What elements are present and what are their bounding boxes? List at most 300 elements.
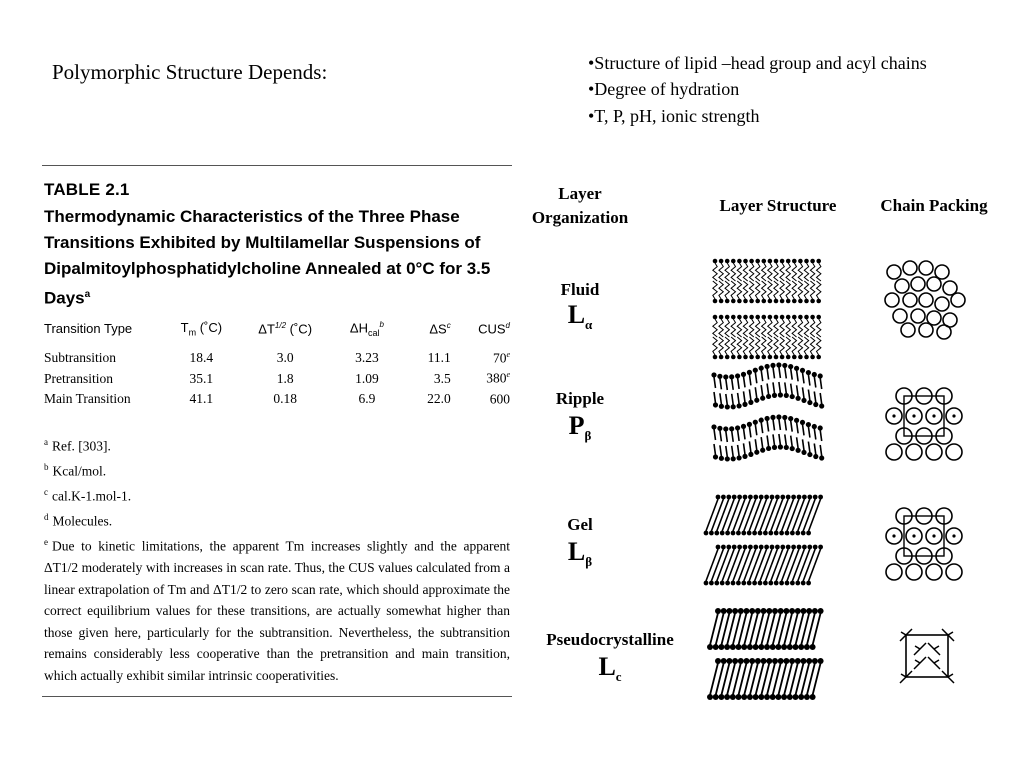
lipid-tail bbox=[782, 499, 788, 515]
lipid-head bbox=[715, 608, 721, 614]
lipid-head bbox=[735, 425, 740, 430]
lipid-head bbox=[806, 370, 811, 375]
lipid-head bbox=[731, 355, 736, 360]
lipid-head bbox=[707, 694, 713, 700]
lipid-head bbox=[732, 608, 738, 614]
footnote-mark: e bbox=[44, 537, 48, 547]
lipid-head bbox=[819, 403, 824, 408]
lipid-tail bbox=[804, 319, 808, 337]
lipid-tail bbox=[719, 319, 723, 337]
table-header-row bbox=[44, 320, 510, 348]
lipid-tail bbox=[749, 337, 753, 355]
lipid-tail bbox=[774, 337, 778, 355]
lipid-head bbox=[713, 644, 719, 650]
lipid-tail bbox=[731, 337, 735, 355]
lipid-head bbox=[790, 394, 795, 399]
caption-footnote-mark: a bbox=[84, 289, 91, 300]
lipid-head bbox=[801, 531, 806, 536]
lipid-head bbox=[804, 299, 809, 304]
lipid-tail bbox=[749, 565, 755, 581]
lipid-tail bbox=[756, 319, 760, 337]
lipid-tail bbox=[720, 378, 722, 389]
lipid-head bbox=[719, 404, 724, 409]
lipid-head bbox=[813, 545, 818, 550]
lipid-head bbox=[742, 402, 747, 407]
footnote-text: Molecules. bbox=[52, 513, 113, 529]
lipid-head bbox=[747, 531, 752, 536]
lipid-head bbox=[798, 355, 803, 360]
table-figure bbox=[42, 160, 512, 705]
lipid-head bbox=[818, 545, 823, 550]
lipid-head bbox=[780, 355, 785, 360]
lipid-head bbox=[707, 644, 713, 650]
lipid-tail bbox=[734, 499, 740, 515]
lipid-tail bbox=[732, 379, 734, 390]
lipid-head bbox=[798, 694, 804, 700]
lipid-tail bbox=[809, 549, 815, 565]
header-ds-symbol: ΔS bbox=[429, 321, 447, 337]
footnote-text: Due to kinetic limitations, the apparent Tm increases slightly and the apparent ΔT1/2 moderately with increases in scan rate. Thus, the CUS values calculated from a linear extrapolation of Tm and ΔT1/2 to zero scan rate, which should approximate the correct equilibrium values for these transitions, are actually somewhat higher than those given here, particularly for the subtransition. Nevertheless, the subtransition remains considerably less cooperative than the pretransition and main transition, which actually exhibit similar intrinsic cooperativities. bbox=[44, 538, 510, 683]
lipid-head bbox=[770, 545, 775, 550]
lipid-head bbox=[725, 456, 730, 461]
lipid-tail bbox=[743, 319, 747, 337]
lipid-tail bbox=[737, 319, 741, 337]
lipid-head bbox=[724, 694, 730, 700]
lipid-tail bbox=[785, 434, 787, 445]
lipid-head bbox=[816, 259, 821, 264]
table-footnotes bbox=[44, 432, 510, 686]
lipid-tail bbox=[810, 337, 814, 355]
lipid-head bbox=[816, 315, 821, 320]
lipid-head bbox=[765, 416, 770, 421]
lipid-head bbox=[737, 259, 742, 264]
lipid-tail bbox=[738, 565, 744, 581]
lipid-tail bbox=[744, 428, 746, 439]
footnote-text: cal.K-1.mol-1. bbox=[52, 488, 132, 504]
lipid-head bbox=[772, 393, 777, 398]
lipid-head bbox=[787, 694, 793, 700]
cell-type: Main Transition bbox=[44, 391, 131, 407]
chain-center-dot bbox=[912, 534, 915, 537]
lipid-tail bbox=[744, 391, 746, 402]
lipid-head bbox=[752, 581, 757, 586]
lipid-tail bbox=[803, 387, 805, 398]
lipid-tail bbox=[779, 434, 781, 445]
lipid-head bbox=[775, 694, 781, 700]
lipid-head bbox=[713, 259, 718, 264]
chain-orientation-mark bbox=[934, 646, 939, 649]
lipid-tail bbox=[797, 422, 799, 433]
header-dh-symbol: ΔH bbox=[349, 320, 368, 336]
lipid-head bbox=[723, 426, 728, 431]
footnote-mark: c bbox=[44, 487, 48, 497]
lipid-tail bbox=[820, 430, 822, 441]
cell-cus bbox=[451, 368, 510, 389]
cell-cus-mark: e bbox=[506, 370, 510, 380]
lipid-head bbox=[749, 355, 754, 360]
phase-symbol-subscript: c bbox=[615, 669, 622, 685]
lipid-tail bbox=[732, 431, 734, 442]
phase-symbol-letter: L bbox=[598, 652, 616, 681]
lipid-head bbox=[743, 495, 748, 500]
lipid-tail bbox=[749, 319, 753, 337]
lipid-head bbox=[816, 299, 821, 304]
lipid-head bbox=[764, 644, 770, 650]
lipid-head bbox=[780, 259, 785, 264]
chain-orientation-mark bbox=[915, 646, 920, 649]
lipid-head bbox=[755, 299, 760, 304]
lipid-head bbox=[783, 658, 789, 664]
lipid-tail bbox=[711, 565, 717, 581]
lipid-head bbox=[806, 581, 811, 586]
phase-name-pseudocrystalline: Pseudocrystalline bbox=[546, 630, 674, 649]
lipid-tail bbox=[743, 337, 747, 355]
lipid-tail bbox=[792, 263, 796, 281]
header-ds-mark: c bbox=[446, 321, 451, 331]
phase-symbol-letter: L bbox=[567, 300, 586, 329]
lipid-head bbox=[778, 608, 784, 614]
lipid-tail bbox=[755, 549, 761, 565]
chain-cross-section bbox=[906, 444, 922, 460]
phase-symbol-ripple bbox=[495, 411, 665, 444]
lipid-head bbox=[781, 644, 787, 650]
lipid-tail bbox=[768, 319, 772, 337]
lipid-head bbox=[798, 315, 803, 320]
lipid-tail bbox=[756, 263, 760, 281]
lipid-tail bbox=[785, 419, 787, 430]
lipid-head bbox=[737, 355, 742, 360]
lipid-head bbox=[801, 658, 807, 664]
lipid-tail bbox=[771, 499, 777, 515]
lipid-head bbox=[800, 420, 805, 425]
lipid-tail bbox=[722, 515, 728, 531]
lipid-tail bbox=[706, 565, 712, 581]
lipid-head bbox=[763, 581, 768, 586]
header-dt-superscript: 1/2 bbox=[274, 321, 287, 331]
cell-tm: 41.1 bbox=[189, 391, 214, 407]
chain-center-dot bbox=[892, 534, 895, 537]
lipid-head bbox=[742, 454, 747, 459]
cell-delta-s: 11.1 bbox=[427, 350, 451, 366]
lipid-tail bbox=[744, 499, 750, 515]
lipid-tail bbox=[713, 319, 717, 337]
chain-cross-section bbox=[886, 444, 902, 460]
header-delta-h bbox=[332, 320, 401, 348]
lipid-head bbox=[731, 315, 736, 320]
lipid-head bbox=[786, 259, 791, 264]
lipid-head bbox=[794, 418, 799, 423]
lipid-tail bbox=[817, 281, 821, 299]
bullet-item: •T, P, pH, ionic strength bbox=[588, 106, 760, 126]
chain-cross-section bbox=[911, 309, 925, 323]
lipid-tail bbox=[782, 549, 788, 565]
chain-cross-section bbox=[919, 261, 933, 275]
lipid-tail bbox=[712, 499, 718, 515]
lipid-head bbox=[778, 658, 784, 664]
lipid-tail bbox=[803, 439, 805, 450]
lipid-head bbox=[755, 608, 761, 614]
chain-cross-section bbox=[946, 564, 962, 580]
lipid-tail bbox=[798, 565, 804, 581]
lipid-head bbox=[755, 355, 760, 360]
lipid-tail bbox=[725, 337, 729, 355]
lipid-head bbox=[729, 426, 734, 431]
lipid-head bbox=[749, 315, 754, 320]
lipid-head bbox=[768, 581, 773, 586]
lipid-tail bbox=[755, 387, 757, 398]
lipid-head bbox=[766, 608, 772, 614]
lipid-head bbox=[791, 545, 796, 550]
lipid-head bbox=[774, 355, 779, 360]
lipid-head bbox=[784, 393, 789, 398]
phase-symbol-fluid bbox=[495, 300, 665, 333]
phase-diagram bbox=[530, 170, 1020, 710]
lipid-tail bbox=[817, 263, 821, 281]
lipid-head bbox=[797, 495, 802, 500]
lipid-tail bbox=[808, 375, 810, 386]
lipid-tail bbox=[768, 281, 772, 299]
lipid-head bbox=[736, 694, 742, 700]
lipid-tail bbox=[749, 374, 751, 385]
lipid-head bbox=[790, 531, 795, 536]
footnote bbox=[44, 457, 510, 482]
bottom-rule bbox=[42, 696, 512, 697]
lipid-head bbox=[807, 400, 812, 405]
lipid-tail bbox=[779, 367, 781, 378]
lipid-tail bbox=[791, 384, 793, 395]
lipid-head bbox=[818, 608, 824, 614]
lipid-head bbox=[804, 259, 809, 264]
lipid-head bbox=[760, 448, 765, 453]
lipid-tail bbox=[773, 434, 775, 445]
bullet-list bbox=[588, 50, 988, 130]
lipid-head bbox=[795, 531, 800, 536]
lipid-head bbox=[770, 495, 775, 500]
chain-cross-section bbox=[901, 323, 915, 337]
lipid-head bbox=[759, 366, 764, 371]
lipid-tail bbox=[774, 263, 778, 281]
lipid-tail bbox=[738, 393, 740, 404]
lipid-head bbox=[721, 495, 726, 500]
lipid-head bbox=[747, 644, 753, 650]
lipid-tail bbox=[713, 337, 717, 355]
lipid-head bbox=[738, 608, 744, 614]
lipid-tail bbox=[728, 515, 734, 531]
lipid-head bbox=[766, 446, 771, 451]
lipid-head bbox=[732, 545, 737, 550]
lipid-tail bbox=[749, 263, 753, 281]
lipid-head bbox=[714, 581, 719, 586]
lipid-tail bbox=[780, 281, 784, 299]
lipid-head bbox=[778, 392, 783, 397]
lipid-head bbox=[753, 545, 758, 550]
header-tm-unit: (˚C) bbox=[196, 320, 223, 336]
lipid-head bbox=[719, 259, 724, 264]
lipid-head bbox=[801, 608, 807, 614]
chain-cross-section bbox=[919, 293, 933, 307]
lipid-tail bbox=[761, 385, 763, 396]
lipid-head bbox=[744, 608, 750, 614]
lipid-tail bbox=[803, 372, 805, 383]
lipid-head bbox=[721, 545, 726, 550]
lipid-tail bbox=[749, 389, 751, 400]
lipid-tail bbox=[820, 445, 822, 456]
lipid-head bbox=[743, 299, 748, 304]
lipid-tail bbox=[791, 369, 793, 380]
lipid-tail bbox=[767, 383, 769, 394]
lipid-tail bbox=[743, 263, 747, 281]
lipid-head bbox=[737, 495, 742, 500]
phase-name-ripple: Ripple bbox=[555, 389, 605, 408]
lipid-head bbox=[798, 259, 803, 264]
lipid-tail bbox=[798, 499, 804, 515]
lipid-head bbox=[731, 456, 736, 461]
lipid-head bbox=[812, 608, 818, 614]
lipid-head bbox=[786, 545, 791, 550]
lipid-tail bbox=[803, 424, 805, 435]
bullet-item: •Degree of hydration bbox=[588, 79, 740, 99]
lipid-head bbox=[783, 608, 789, 614]
lipid-tail bbox=[809, 515, 815, 531]
lipid-head bbox=[721, 608, 727, 614]
lipid-tail bbox=[743, 281, 747, 299]
lipid-head bbox=[768, 531, 773, 536]
lipid-tail bbox=[755, 372, 757, 383]
lipid-head bbox=[798, 299, 803, 304]
chain-cross-section bbox=[919, 323, 933, 337]
lipid-head bbox=[770, 644, 776, 650]
chain-orientation-mark bbox=[948, 632, 953, 635]
lipid-head bbox=[748, 545, 753, 550]
lipid-tail bbox=[780, 263, 784, 281]
fluid-chain-packing-illustration bbox=[884, 260, 968, 336]
lipid-tail bbox=[798, 281, 802, 299]
lipid-tail bbox=[720, 445, 722, 456]
phase-symbol-subscript: β bbox=[584, 428, 592, 444]
lipid-tail bbox=[787, 565, 793, 581]
chain-cross-section bbox=[886, 564, 902, 580]
lipid-head bbox=[732, 658, 738, 664]
lipid-tail bbox=[786, 319, 790, 337]
lipid-head bbox=[753, 368, 758, 373]
header-layer-structure: Layer Structure bbox=[719, 196, 837, 215]
chain-center-dot bbox=[892, 414, 895, 417]
lipid-tail bbox=[797, 385, 799, 396]
lipid-head bbox=[753, 495, 758, 500]
lipid-head bbox=[725, 355, 730, 360]
lipid-tail bbox=[817, 337, 821, 355]
chain-cross-section bbox=[911, 277, 925, 291]
lipid-tail bbox=[719, 281, 723, 299]
chain-orientation-mark bbox=[915, 660, 920, 663]
lipid-head bbox=[759, 545, 764, 550]
cell-delta-t: 0.18 bbox=[273, 391, 297, 407]
lipid-head bbox=[743, 545, 748, 550]
lipid-tail bbox=[744, 515, 750, 531]
lipid-head bbox=[747, 581, 752, 586]
lipid-head bbox=[806, 658, 812, 664]
lipid-head bbox=[758, 644, 764, 650]
lipid-head bbox=[768, 259, 773, 264]
phase-name-fluid: Fluid bbox=[560, 280, 600, 299]
chain-orientation-mark bbox=[934, 660, 939, 663]
lipid-tail bbox=[767, 420, 769, 431]
lipid-tail bbox=[804, 263, 808, 281]
lipid-head bbox=[797, 545, 802, 550]
lipid-tail bbox=[733, 565, 739, 581]
chain-cross-section bbox=[927, 277, 941, 291]
lipid-head bbox=[794, 366, 799, 371]
lipid-tail bbox=[804, 549, 810, 565]
lipid-head bbox=[736, 581, 741, 586]
lipid-tail bbox=[756, 337, 760, 355]
lipid-tail bbox=[744, 376, 746, 387]
lipid-head bbox=[747, 694, 753, 700]
lipid-head bbox=[755, 259, 760, 264]
lipid-head bbox=[807, 452, 812, 457]
lipid-head bbox=[774, 315, 779, 320]
lipid-tail bbox=[744, 549, 750, 565]
lipid-tail bbox=[749, 426, 751, 437]
cell-delta-h: 6.9 bbox=[358, 391, 376, 407]
chain-cross-section bbox=[946, 444, 962, 460]
lipid-tail bbox=[750, 549, 756, 565]
lipid-head bbox=[741, 581, 746, 586]
lipid-tail bbox=[728, 499, 734, 515]
lipid-head bbox=[731, 531, 736, 536]
lipid-tail bbox=[728, 565, 734, 581]
lipid-head bbox=[736, 644, 742, 650]
lipid-head bbox=[810, 644, 816, 650]
lipid-head bbox=[810, 694, 816, 700]
lipid-head bbox=[725, 531, 730, 536]
lipid-head bbox=[812, 424, 817, 429]
lipid-head bbox=[782, 363, 787, 368]
lipid-head bbox=[780, 315, 785, 320]
lipid-head bbox=[749, 299, 754, 304]
ripple-chain-packing-illustration bbox=[884, 388, 968, 458]
lipid-tail bbox=[737, 337, 741, 355]
lipid-head bbox=[804, 644, 810, 650]
chain-cross-section bbox=[906, 564, 922, 580]
lipid-tail bbox=[798, 515, 804, 531]
lipid-tail bbox=[803, 515, 809, 531]
lipid-tail bbox=[809, 499, 815, 515]
lipid-head bbox=[731, 404, 736, 409]
lipid-head bbox=[789, 658, 795, 664]
lipid-head bbox=[776, 362, 781, 367]
lipid-tail bbox=[755, 424, 757, 435]
phase-symbol-letter: L bbox=[567, 537, 586, 566]
cell-type: Subtransition bbox=[44, 350, 117, 366]
lipid-tail bbox=[733, 515, 739, 531]
phase-symbol-gel bbox=[495, 537, 665, 570]
lipid-head bbox=[818, 495, 823, 500]
lipid-tail bbox=[723, 499, 729, 515]
lipid-head bbox=[818, 425, 823, 430]
lipid-head bbox=[778, 444, 783, 449]
lipid-head bbox=[725, 404, 730, 409]
lipid-head bbox=[775, 644, 781, 650]
lipid-tail bbox=[762, 281, 766, 299]
lipid-tail bbox=[731, 263, 735, 281]
header-cus-mark: d bbox=[505, 321, 510, 331]
lipid-head bbox=[717, 426, 722, 431]
lipid-tail bbox=[777, 499, 783, 515]
chain-orientation-mark bbox=[901, 632, 906, 635]
pseudocrystalline-chain-packing-illustration bbox=[890, 625, 966, 689]
lipid-tail bbox=[762, 319, 766, 337]
